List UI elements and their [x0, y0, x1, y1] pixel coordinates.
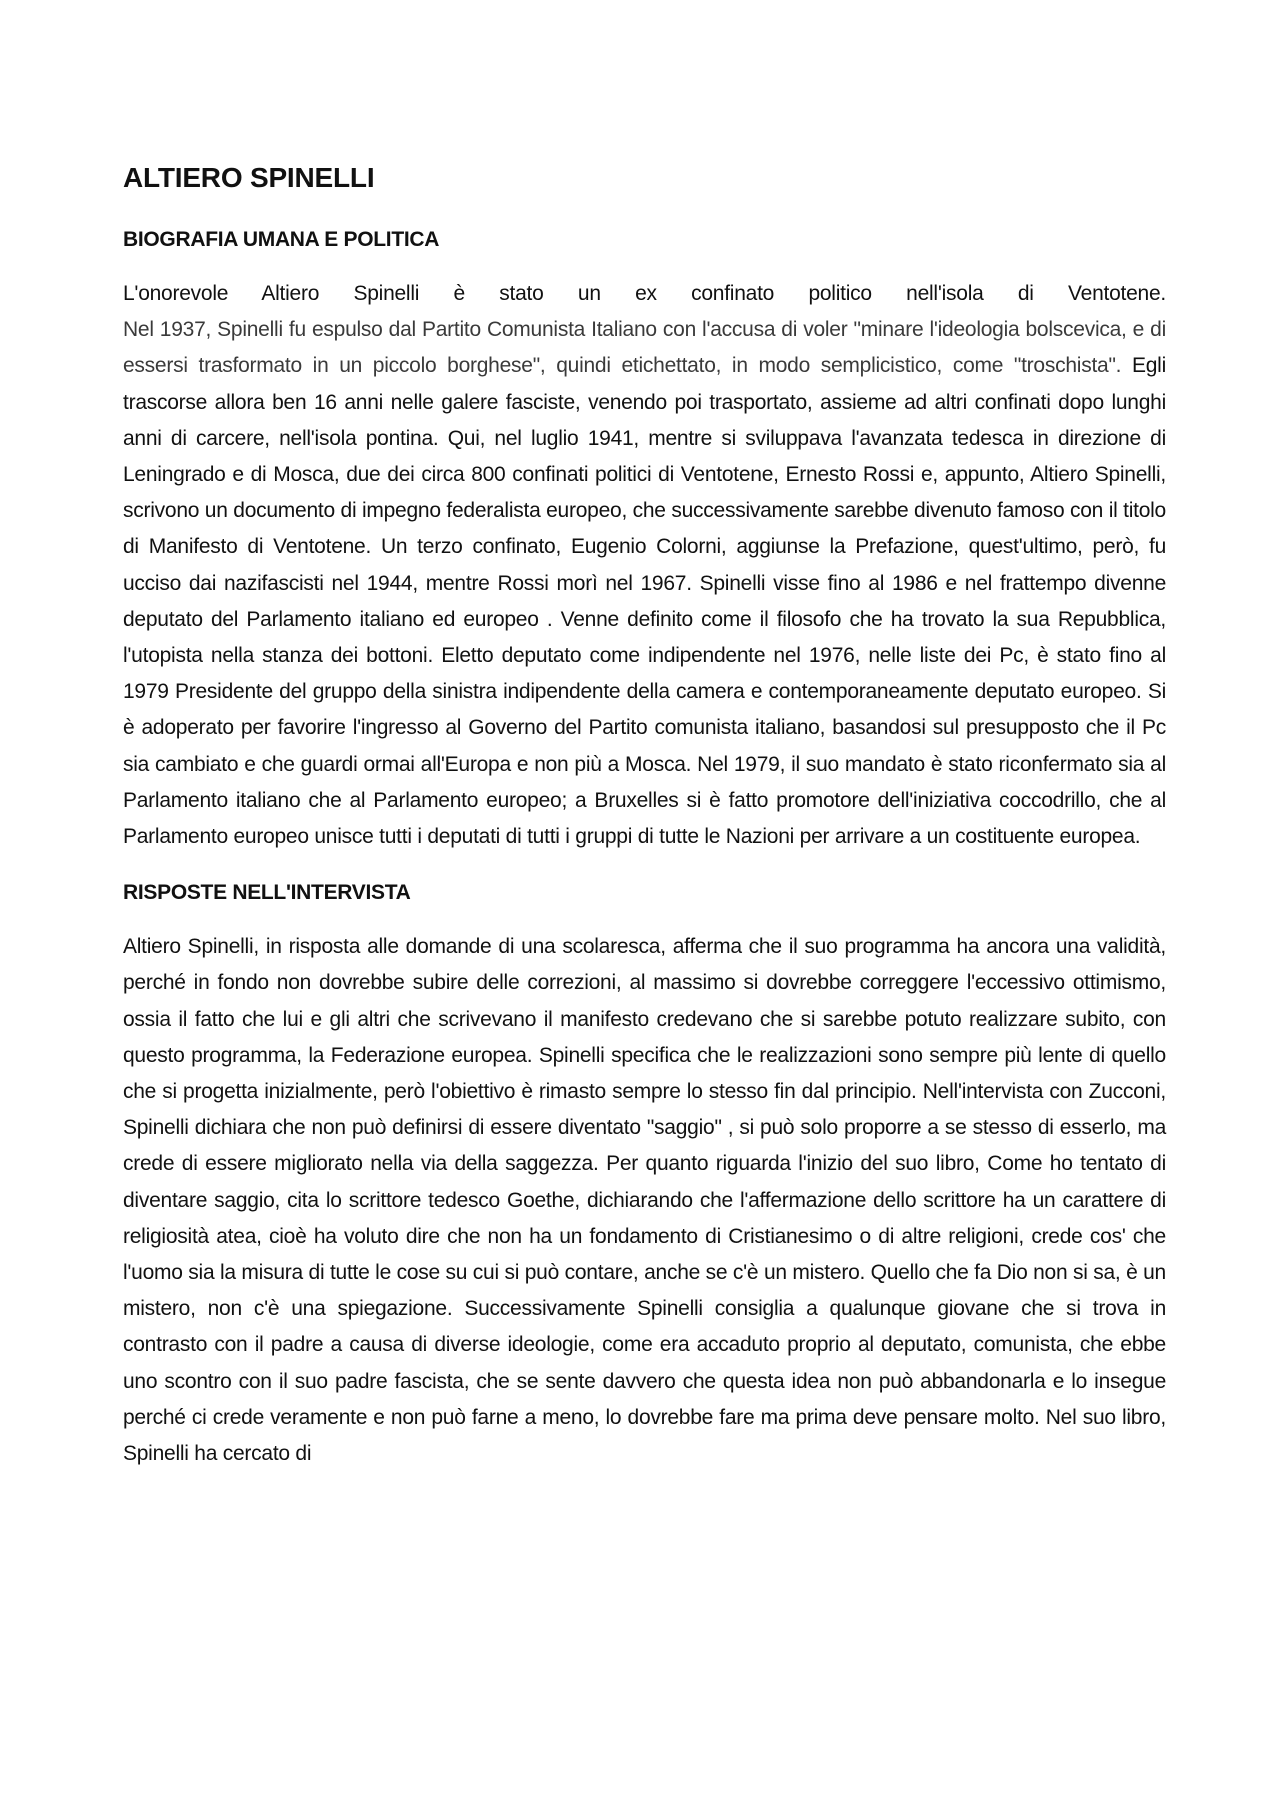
document-page: [123, 160, 1166, 1496]
paragraph-intervista: Altiero Spinelli, in risposta alle domande di una scolaresca, afferma che il suo programma ha ancora una validità, perché in fondo non dovrebbe subire delle correzioni, al massimo si dovrebbe correggere l'eccessivo ottimismo, ossia il fatto che lui e gli altri che scrivevano il manifesto credevano che si sarebbe potuto realizzare subito, con questo programma, la Federazione europea. Spinelli specifica che le realizzazioni sono sempre più lente di quello che si progetta inizialmente, però l'obiettivo è rimasto sempre lo stesso fin dal principio. Nell'intervista con Zucconi, Spinelli dichiara che non può definirsi di essere diventato "saggio" , si può solo proporre a se stesso di esserlo, ma crede di essere migliorato nella via della saggezza. Per quanto riguarda l'inizio del suo libro, Come ho tentato di diventare saggio, cita lo scrittore tedesco Goethe, dichiarando che l'affermazione dello scrittore ha un carattere di religiosità atea, cioè ha voluto dire che non ha un fondamento di Cristianesimo o di altre religioni, crede cos' che l'uomo sia la misura di tutte le cose su cui si può contare, anche se c'è un mistero. Quello che fa Dio non si sa, è un mistero, non c'è una spiegazione. Successivamente Spinelli consiglia a qualunque giovane che si trova in contrasto con il padre a causa di diverse ideologie, come era accaduto proprio al deputato, comunista, che ebbe uno scontro con il suo padre fascista, che se sente davvero che questa idea non può abbandonarla e lo insegue perché ci crede veramente e non può farne a meno, lo dovrebbe fare ma prima deve pensare molto. Nel suo libro, Spinelli ha cercato di: [123, 935, 1166, 1466]
section-heading-biografia: BIOGRAFIA UMANA E POLITICA: [123, 228, 440, 251]
paragraph-biografia-intro: L'onorevole Altiero Spinelli è stato un ex confinato politico nell'isola di Ventotene.: [123, 282, 1166, 305]
paragraph-biografia: [123, 276, 1166, 855]
paragraph-biografia-quoted: Nel 1937, Spinelli fu espulso dal Partito Comunista Italiano con l'accusa di voler "minare l'ideologia bolscevica, e di essersi trasformato in un piccolo borghese", quindi etichettato, in modo semplicistico, come "troschista".: [123, 318, 1166, 378]
paragraph-biografia-rest: Egli trascorse allora ben 16 anni nelle galere fasciste, venendo poi trasportato, assieme ad altri confinati dopo lunghi anni di carcere, nell'isola pontina. Qui, nel luglio 1941, mentre si sviluppava l'avanzata tedesca in direzione di Leningrado e di Mosca, due dei circa 800 confinati politici di Ventotene, Ernesto Rossi e, appunto, Altiero Spinelli, scrivono un documento di impegno federalista europeo, che successivamente sarebbe divenuto famoso con il titolo di Manifesto di Ventotene. Un terzo confinato, Eugenio Colorni, aggiunse la Prefazione, quest'ultimo, però, fu ucciso dai nazifascisti nel 1944, mentre Rossi morì nel 1967. Spinelli visse fino al 1986 e nel frattempo divenne deputato del Parlamento italiano ed europeo . Venne definito come il filosofo che ha trovato la sua Repubblica, l'utopista nella stanza dei bottoni. Eletto deputato come indipendente nel 1976, nelle liste dei Pc, è stato fino al 1979 Presidente del gruppo della sinistra indipendente della camera e contemporaneamente deputato europeo. Si è adoperato per favorire l'ingresso al Governo del Partito comunista italiano, basandosi sul presupposto che il Pc sia cambiato e che guardi ormai all'Europa e non più a Mosca. Nel 1979, il suo mandato è stato riconfermato sia al Parlamento italiano che al Parlamento europeo; a Bruxelles si è fatto promotore dell'iniziativa coccodrillo, che al Parlamento europeo unisce tutti i deputati di tutti i gruppi di tutte le Nazioni per arrivare a un costituente europea.: [123, 354, 1167, 849]
document-title: ALTIERO SPINELLI: [123, 162, 375, 193]
section-heading-intervista: RISPOSTE NELL'INTERVISTA: [123, 881, 411, 905]
